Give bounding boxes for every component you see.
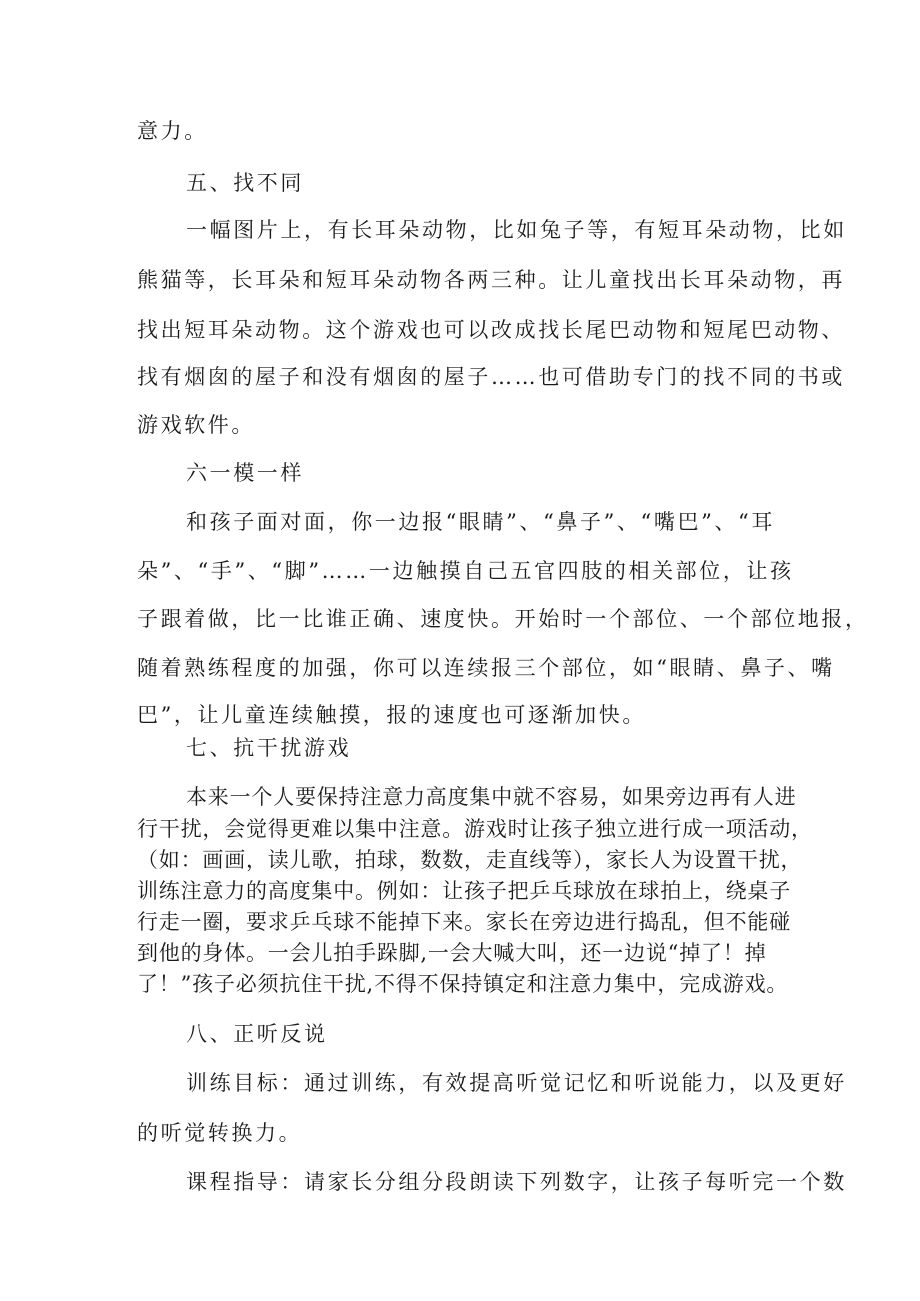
text-line: 训练注意力的高度集中。例如：让孩子把乒乓球放在球拍上，绕桌子 xyxy=(137,879,791,903)
text-line: 的听觉转换力。 xyxy=(137,1121,303,1145)
text-line: 到他的身体。一会儿拍手跺脚,一会大喊大叫，还一边说“掉了！掉 xyxy=(137,941,767,965)
section-heading: 六一模一样 xyxy=(186,461,304,485)
section-heading: 八、正听反说 xyxy=(186,1022,328,1046)
text-line: 巴”，让儿童连续触摸，报的速度也可逐渐加快。 xyxy=(137,703,646,727)
text-line: 找出短耳朵动物。这个游戏也可以改成找长尾巴动物和短尾巴动物、 xyxy=(137,318,845,342)
text-line: 行干扰，会觉得更难以集中注意。游戏时让孩子独立进行成一项活动， xyxy=(137,817,813,841)
text-line: 找有烟囱的屋子和没有烟囱的屋子……也可借助专门的找不同的书或 xyxy=(137,365,845,389)
text-line: 意力。 xyxy=(137,119,208,143)
text-line: 本来一个人要保持注意力高度集中就不容易，如果旁边再有人进 xyxy=(186,785,797,809)
text-line: （如：画画，读儿歌，拍球，数数，走直线等），家长人为设置干扰， xyxy=(137,848,803,872)
text-line: 课程指导：请家长分组分段朗读下列数字，让孩子每听完一个数 xyxy=(186,1170,847,1194)
text-line: 一幅图片上，有长耳朵动物，比如兔子等，有短耳朵动物，比如 xyxy=(186,218,847,242)
text-line: 随着熟练程度的加强，你可以连续报三个部位，如“眼睛、鼻子、嘴 xyxy=(137,656,835,680)
section-heading: 五、找不同 xyxy=(186,171,304,195)
section-heading: 七、抗干扰游戏 xyxy=(186,736,352,760)
text-line: 和孩子面对面，你一边报“眼睛”、“鼻子”、“嘴巴”、“耳 xyxy=(186,510,775,534)
text-line: 了！”孩子必须抗住干扰,不得不保持镇定和注意力集中，完成游戏。 xyxy=(137,972,789,996)
text-line: 子跟着做，比一比谁正确、速度快。开始时一个部位、一个部位地报， xyxy=(137,607,869,631)
text-line: 朵”、“手”、“脚”……一边触摸自己五官四肢的相关部位，让孩 xyxy=(137,559,794,583)
text-line: 游戏软件。 xyxy=(137,413,255,437)
text-line: 训练目标：通过训练，有效提高听觉记忆和听说能力，以及更好 xyxy=(186,1071,847,1095)
text-line: 行走一圈，要求乒乓球不能掉下来。家长在旁边进行捣乱，但不能碰 xyxy=(137,910,791,934)
text-line: 熊猫等，长耳朵和短耳朵动物各两三种。让儿童找出长耳朵动物，再 xyxy=(137,268,845,292)
